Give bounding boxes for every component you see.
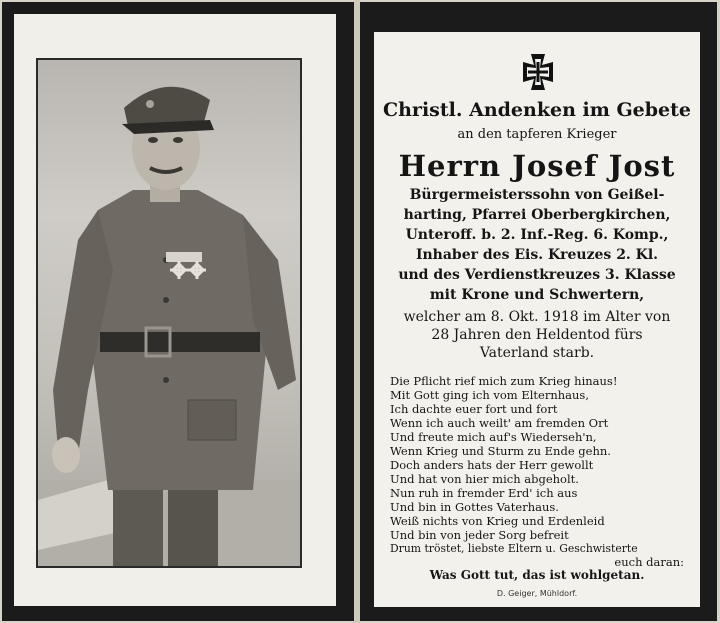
biography-line: harting, Pfarrei Oberbergkirchen,: [403, 207, 671, 223]
death-notice-line: welcher am 8. Okt. 1918 im Alter von: [403, 309, 671, 325]
biography-line: Unteroff. b. 2. Inf.-Reg. 6. Komp.,: [405, 227, 669, 243]
soldier-portrait-drawing: [38, 60, 300, 566]
biography-line: Inhaber des Eis. Kreuzes 2. Kl.: [415, 247, 659, 263]
death-notice-line: 28 Jahren den Heldentod fürs: [431, 327, 643, 343]
poem-tail: euch daran:: [614, 555, 684, 569]
poem-line: Mit Gott ging ich vom Elternhaus,: [390, 388, 589, 402]
poem-line: Doch anders hats der Herr gewollt: [390, 458, 594, 472]
closing-line: Was Gott tut, das ist wohlgetan.: [429, 568, 645, 582]
poem-line: Drum tröstet, liebste Eltern u. Geschwisterte: [390, 542, 638, 555]
poem-line: Wenn Krieg und Sturm zu Ende gehn.: [390, 444, 611, 458]
dedication-heading: Christl. Andenken im Gebete: [383, 99, 691, 121]
iron-cross-icon: [518, 52, 558, 92]
printer-credit: D. Geiger, Mühldorf.: [496, 589, 578, 598]
poem-line: Und freute mich auf's Wiederseh'n,: [390, 430, 597, 444]
poem-line: Weiß nichts von Krieg und Erdenleid: [390, 514, 605, 528]
poem-line: Die Pflicht rief mich zum Krieg hinaus!: [390, 374, 618, 388]
poem-line: Ich dachte euer fort und fort: [390, 402, 558, 416]
death-notice-line: Vaterland starb.: [479, 345, 595, 361]
poem-line: Und bin in Gottes Vaterhaus.: [390, 500, 559, 514]
poem-line: Nun ruh in fremder Erd' ich aus: [390, 486, 578, 500]
biography-line: mit Krone und Schwertern,: [429, 287, 645, 303]
poem-line: Und bin von jeder Sorg befreit: [390, 528, 569, 542]
poem-line: Wenn ich auch weilt' am fremden Ort: [390, 416, 609, 430]
poem-line: Und hat von hier mich abgeholt.: [390, 472, 579, 486]
deceased-name: Herrn Josef Jost: [398, 149, 676, 183]
soldier-portrait: [36, 58, 302, 568]
subtitle: an den tapferen Krieger: [457, 127, 617, 142]
biography-line: Bürgermeisterssohn von Geißel-: [409, 187, 665, 203]
biography-line: und des Verdienstkreuzes 3. Klasse: [398, 267, 676, 283]
